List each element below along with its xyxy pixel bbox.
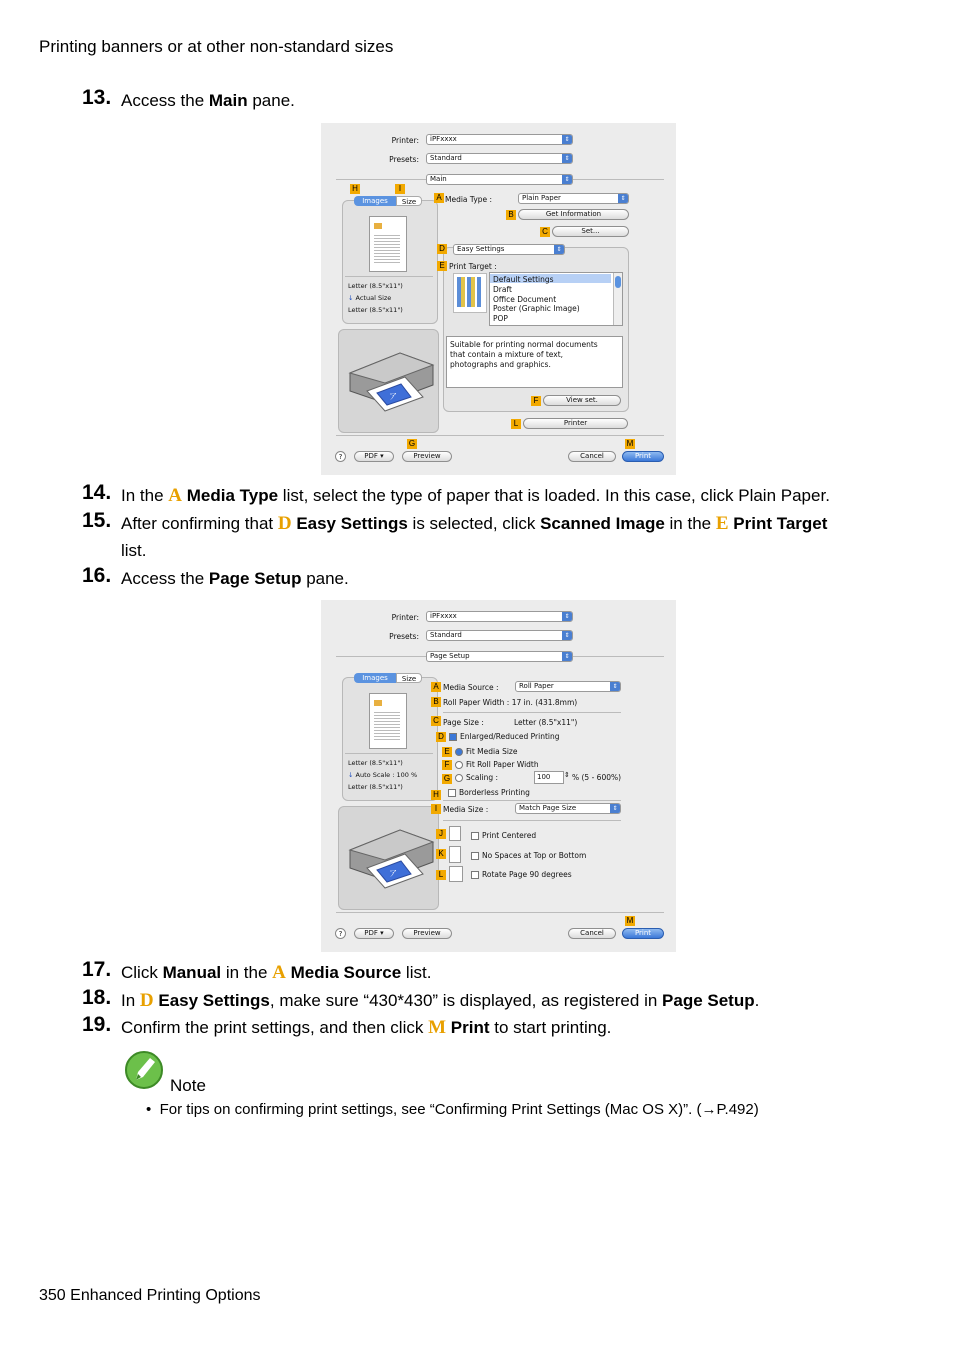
- step-bold: Page Setup: [662, 991, 755, 1010]
- tag-a: A: [431, 682, 441, 692]
- cancel-button[interactable]: Cancel: [568, 928, 616, 939]
- tag-d: D: [437, 244, 447, 254]
- step-text: in the: [664, 514, 716, 533]
- preview-button[interactable]: Preview: [402, 451, 452, 462]
- target-item[interactable]: Draft: [493, 284, 512, 294]
- center-page-icon: [449, 826, 461, 841]
- enlarged-checkbox[interactable]: Enlarged/Reduced Printing: [449, 732, 560, 741]
- presets-select[interactable]: Standard ⇕: [426, 153, 573, 164]
- target-item[interactable]: Office Document: [493, 294, 557, 304]
- tag-b: B: [506, 210, 516, 220]
- step-number: 17.: [82, 958, 112, 981]
- running-header: Printing banners or at other non-standard sizes: [39, 37, 394, 56]
- rotate-checkbox[interactable]: Rotate Page 90 degrees: [471, 870, 572, 879]
- roll-paper-width: Roll Paper Width : 17 in. (431.8mm): [443, 698, 578, 707]
- step-text: in the: [221, 963, 273, 982]
- presets-label: Presets:: [389, 632, 419, 641]
- media-source-select[interactable]: Roll Paper ⇕: [515, 681, 621, 692]
- note-label: Note: [170, 1076, 206, 1095]
- step-bold: Easy Settings: [158, 991, 270, 1010]
- paper-size-3: Letter (8.5"x11"): [348, 306, 403, 314]
- step-text: , make sure “430*430” is displayed, as registered in: [269, 991, 663, 1010]
- printer-label: Printer:: [391, 613, 419, 622]
- media-type-select[interactable]: Plain Paper ⇕: [518, 193, 629, 204]
- step-bold: Easy Settings: [296, 514, 408, 533]
- media-type-label: Media Type :: [445, 195, 493, 204]
- tag-k: K: [436, 849, 446, 859]
- tag-c: C: [540, 227, 550, 237]
- paper-size-1: Letter (8.5"x11"): [348, 282, 403, 290]
- pencil-note-icon: [124, 1050, 164, 1090]
- arrow-down-icon: ↓: [348, 294, 354, 302]
- step-bold: Print: [450, 1018, 490, 1037]
- step-bold: Page Setup: [208, 569, 302, 588]
- step-bold: Manual: [162, 963, 222, 982]
- tag-g: G: [443, 774, 451, 783]
- page-preview: [369, 693, 407, 749]
- fit-roll-radio[interactable]: Fit Roll Paper Width: [455, 760, 539, 769]
- page-preview: [369, 216, 407, 272]
- step-bold: Main: [208, 91, 248, 110]
- svg-text:ア: ア: [389, 869, 397, 878]
- help-icon[interactable]: ?: [335, 451, 346, 462]
- note-bullet-item: [146, 1101, 759, 1118]
- media-size-select[interactable]: Match Page Size ⇕: [515, 803, 621, 814]
- step-bold: Media Source: [290, 963, 402, 982]
- tab-images[interactable]: Images: [354, 196, 396, 206]
- printer-select[interactable]: iPFxxxx ⇕: [426, 611, 573, 622]
- page-footer: 350 Enhanced Printing Options: [39, 1287, 261, 1304]
- borderless-checkbox[interactable]: Borderless Printing: [448, 788, 530, 797]
- note-text: For tips on confirming print settings, see “Confirming Print Settings (Mac OS X)”. (→P.492): [159, 1101, 759, 1118]
- tag-a: A: [434, 193, 444, 203]
- no-spaces-checkbox[interactable]: No Spaces at Top or Bottom: [471, 851, 586, 860]
- scaling-range: % (5 - 600%): [572, 773, 622, 782]
- print-target-label: Print Target :: [449, 262, 497, 271]
- step-bold: Scanned Image: [540, 514, 665, 533]
- printer-select[interactable]: iPFxxxx ⇕: [426, 134, 573, 145]
- target-item[interactable]: POP: [493, 314, 508, 324]
- printer-label: Printer:: [391, 136, 419, 145]
- actual-size: ↓ Actual Size: [348, 294, 392, 302]
- step-text: is selected, click: [407, 514, 541, 533]
- tag-l: L: [436, 870, 446, 880]
- pane-select[interactable]: Main ⇕: [426, 174, 573, 185]
- scaling-radio[interactable]: Scaling :: [455, 773, 498, 782]
- tag-e: E: [437, 261, 447, 271]
- fit-media-radio[interactable]: Fit Media Size: [455, 747, 517, 756]
- step-text: .: [754, 991, 760, 1010]
- callout-key: A: [272, 962, 286, 983]
- print-button[interactable]: Print: [622, 928, 664, 939]
- pane-select[interactable]: Page Setup ⇕: [426, 651, 573, 662]
- easy-settings-select[interactable]: Easy Settings ⇕: [453, 244, 565, 255]
- step-text: In: [121, 991, 140, 1010]
- rotate-page-icon: [449, 866, 463, 882]
- step-text: pane.: [301, 569, 349, 588]
- callout-key: D: [277, 513, 292, 534]
- auto-scale: ↓ Auto Scale : 100 %: [348, 771, 418, 779]
- paper-size-3: Letter (8.5"x11"): [348, 783, 403, 791]
- tag-i: I: [395, 184, 405, 194]
- description-box: [446, 336, 623, 388]
- callout-key: A: [168, 485, 182, 506]
- stepper-icon[interactable]: ⇕: [564, 771, 570, 779]
- tag-f: F: [442, 760, 452, 770]
- step-bold: Media Type: [186, 486, 279, 505]
- tag-b: B: [431, 697, 441, 707]
- tag-g: G: [408, 439, 416, 448]
- tag-h: H: [431, 790, 441, 800]
- main-pane-screenshot: [321, 123, 676, 475]
- tab-images[interactable]: Images: [354, 673, 396, 683]
- page-size-value: Letter (8.5"x11"): [514, 718, 578, 727]
- tag-e: E: [442, 747, 452, 757]
- media-source-label: Media Source :: [443, 683, 499, 692]
- paper-size-1: Letter (8.5"x11"): [348, 759, 403, 767]
- step-number: 14.: [82, 481, 112, 504]
- step-number: 13.: [82, 86, 112, 109]
- target-item[interactable]: Poster (Graphic Image): [493, 304, 580, 314]
- media-size-label: Media Size :: [443, 805, 489, 814]
- tag-f: F: [531, 396, 541, 406]
- tab-size[interactable]: Size: [396, 196, 422, 206]
- callout-key: E: [715, 513, 729, 534]
- step-text: After confirming that: [121, 514, 278, 533]
- step-text: In the: [121, 486, 169, 505]
- svg-text:ア: ア: [389, 392, 397, 401]
- page-size-label: Page Size :: [443, 718, 484, 727]
- tag-d: D: [436, 732, 446, 742]
- tag-m: M: [626, 439, 634, 448]
- get-information-button[interactable]: Get Information: [518, 209, 629, 220]
- step-text: list, select the type of paper that is loaded. In this case, click Plain Paper.: [278, 486, 830, 505]
- tag-h: H: [350, 184, 360, 194]
- page-setup-pane-screenshot: [321, 600, 676, 952]
- step-number: 18.: [82, 986, 112, 1009]
- no-spaces-icon: [449, 846, 461, 863]
- step-text: Confirm the print settings, and then click: [121, 1018, 429, 1037]
- printer-icon: [345, 343, 435, 413]
- tag-m: M: [626, 916, 634, 925]
- target-item[interactable]: Default Settings: [493, 275, 554, 284]
- view-set-button[interactable]: View set.: [543, 395, 621, 406]
- step-text: pane.: [247, 91, 295, 110]
- tag-i: I: [431, 804, 441, 814]
- presets-select[interactable]: Standard ⇕: [426, 630, 573, 641]
- print-target-list[interactable]: [489, 272, 623, 326]
- printer-icon: [345, 820, 435, 890]
- help-icon[interactable]: ?: [335, 928, 346, 939]
- step-text: Access the: [121, 569, 209, 588]
- step-text: list.: [401, 963, 432, 982]
- step-number: 15.: [82, 509, 112, 532]
- tag-c: C: [431, 716, 441, 726]
- callout-key: D: [139, 990, 154, 1011]
- cancel-button[interactable]: Cancel: [568, 451, 616, 462]
- pdf-button[interactable]: PDF ▾: [354, 928, 394, 939]
- tab-size[interactable]: Size: [396, 673, 422, 683]
- target-thumbnail: [453, 273, 487, 313]
- step-number: 19.: [82, 1013, 112, 1036]
- set-button[interactable]: Set...: [552, 226, 629, 237]
- step-number: 16.: [82, 564, 112, 587]
- step-15-continuation: list.: [121, 541, 147, 560]
- pdf-button[interactable]: PDF ▾: [354, 451, 394, 462]
- tag-j: J: [436, 829, 446, 839]
- callout-key: M: [428, 1017, 447, 1038]
- step-bold: Print Target: [733, 514, 828, 533]
- tag-l: L: [511, 419, 521, 429]
- printer-button[interactable]: Printer: [523, 418, 628, 429]
- step-text: Click: [121, 963, 163, 982]
- scaling-input[interactable]: 100: [534, 771, 564, 784]
- bullet-icon: •: [146, 1101, 152, 1118]
- step-text: Access the: [121, 91, 209, 110]
- description-text: Suitable for printing normal documents that contain a mixture of text, photographs and graphics.: [450, 340, 598, 369]
- print-button[interactable]: Print: [622, 451, 664, 462]
- print-centered-checkbox[interactable]: Print Centered: [471, 831, 536, 840]
- step-text: to start printing.: [489, 1018, 612, 1037]
- arrow-down-icon: ↓: [348, 771, 354, 779]
- presets-label: Presets:: [389, 155, 419, 164]
- preview-button[interactable]: Preview: [402, 928, 452, 939]
